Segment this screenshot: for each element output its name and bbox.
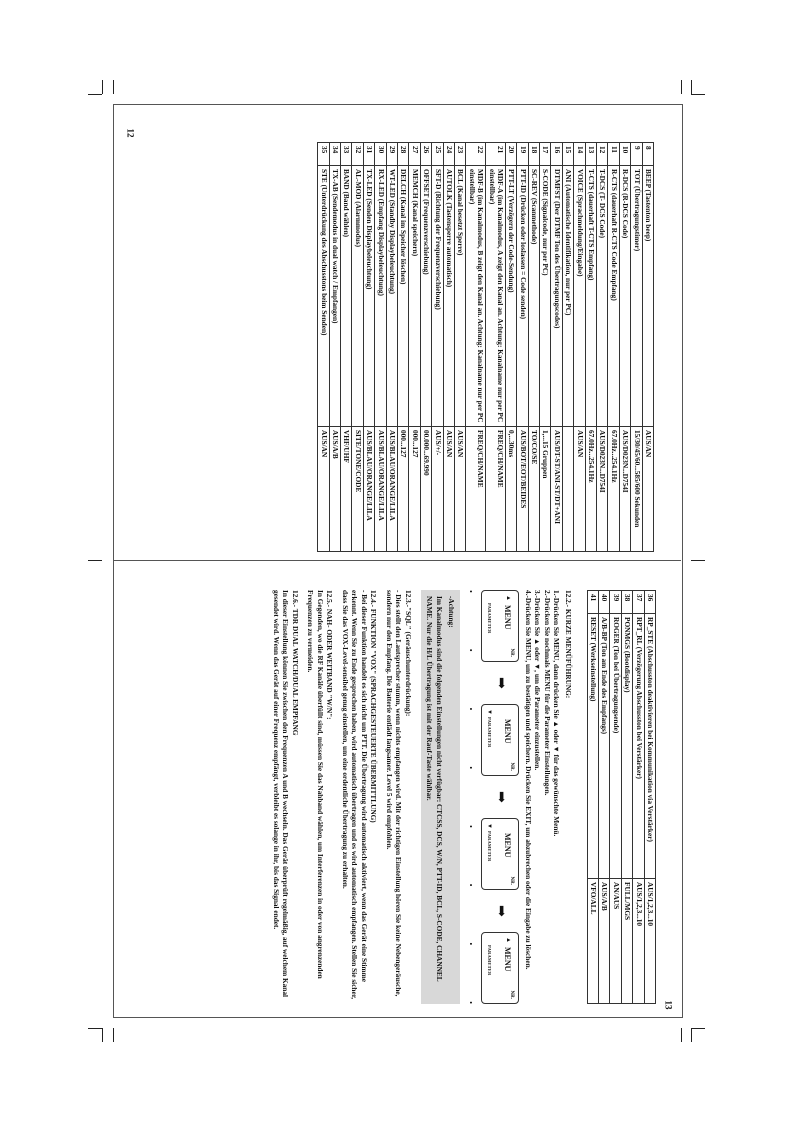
section-menu (523, 590, 572, 1004)
row-value: AUS/BOT/EOT/BEIDES (517, 427, 528, 552)
row-value: AN/AUS (610, 879, 621, 1004)
crop-mark (691, 1028, 705, 1029)
row-value: 0,...30ms (505, 427, 516, 552)
row-value: AUS/AN (454, 427, 465, 552)
row-name: AL-MOD (Alarmmodus) (352, 166, 363, 427)
row-number: 25 (432, 143, 443, 166)
nr-label: NR. (509, 990, 515, 999)
row-number: 19 (517, 143, 528, 166)
row-name: PTT-ID (Drücken oder loslassen = Code senden) (517, 166, 528, 427)
button-dots: • • • • • • • • (466, 590, 476, 1004)
row-number: 33 (341, 143, 352, 166)
row-number: 21 (486, 143, 506, 166)
row-value: AUS/A/B (599, 879, 610, 1004)
section-menu-steps: 1.-Drücken Sie MENU, dann drücken Sie ▲ oder ▼ für das gewünschte Menü. 2.-Drücken Sie nochmals MENU für die Parameter Einstellungen. 3.-Drücken Sie ▲ oder ▼, um die Parameter einzustellen. 4.-Drücken Sie MENU, um zu bestätigen und speichern. Drücken Sie EXIT, um abzubrechen oder die Eingabe zu löschen. (523, 590, 562, 970)
table-row (528, 143, 539, 552)
row-value: 000...127 (398, 427, 409, 552)
table-row (432, 143, 443, 552)
row-number: 40 (599, 591, 610, 614)
row-name: VOICE (Sprachmeldung/Eingabe) (574, 166, 585, 427)
table-row (363, 143, 374, 552)
row-name: T-DCS (T- DCS Code) (597, 166, 608, 427)
menu-label: MENU (503, 718, 513, 744)
section-vox (340, 590, 378, 1004)
menu-button-diagram (481, 932, 519, 1004)
row-value: AUS/D023N...D754I (597, 427, 608, 552)
table-row (486, 143, 506, 552)
parameter-table (317, 142, 654, 552)
table-row (341, 143, 352, 552)
row-value: AUS/BLAU/ORANGE/LILA (375, 427, 386, 552)
nr-label: NR. (509, 762, 515, 771)
parameter-label: PARAMETER (487, 603, 493, 634)
table-row (599, 591, 610, 1004)
row-name: TX-LED (Senden Displaybeleuchtung) (363, 166, 374, 427)
row-name: TOT (Übertragungstimer) (631, 166, 642, 427)
row-value: AUS/AN (642, 427, 653, 552)
section-wn-title: 12.5.- NAH- ODER WEITBAND "W/N": (325, 590, 335, 720)
crop-mark (681, 80, 682, 94)
table-row (631, 143, 642, 552)
parameter-label: PARAMETER (487, 716, 493, 748)
row-number: 29 (386, 143, 397, 166)
down-arrow-icon: ▼ (486, 822, 493, 829)
table-row (505, 143, 516, 552)
table-row (642, 143, 653, 552)
row-number: 23 (454, 143, 465, 166)
row-name: R-DCS (R-DCS Code) (619, 166, 630, 427)
crop-mark (691, 80, 692, 94)
row-value: AUS/AN (574, 427, 585, 552)
row-number: 9 (631, 143, 642, 166)
menu-label: MENU (503, 946, 513, 972)
parameter-table-continued (587, 590, 656, 1004)
crop-mark (102, 1028, 103, 1042)
row-number: 27 (409, 143, 420, 166)
row-value: AUS/AN (318, 427, 329, 552)
section-sql-title: 12.3.-"SQL" (Geräuschunterdrückung): (403, 590, 413, 717)
page-13-content (134, 590, 656, 1004)
row-value: AUS/DT-ST/ANI-ST/DT+ANI (551, 427, 562, 552)
crop-mark (691, 94, 705, 95)
row-name: SFT-D (Richtung der Frequenzverschiebung) (432, 166, 443, 427)
row-number: 22 (466, 143, 486, 166)
row-name: DTMFST (Der DTMF Ton des Übertragungscodes) (551, 166, 562, 427)
row-number: 31 (363, 143, 374, 166)
warning-note (421, 590, 460, 1004)
row-value: SITE/TONE/CODE (352, 427, 363, 552)
table-row (409, 143, 420, 552)
page-number-left: 12 (125, 128, 136, 138)
table-row (517, 143, 528, 552)
row-number: 32 (352, 143, 363, 166)
table-row (540, 143, 551, 552)
row-value: AUS/+/- (432, 427, 443, 552)
row-value: AUS/BLAU/ORANGE/LILA (363, 427, 374, 552)
row-value: 1,...15 Gruppen (540, 427, 551, 552)
row-number: 8 (642, 143, 653, 166)
row-value: AUS/1,2,3...10 (644, 879, 655, 1004)
section-tdr-title: 12.6.- TDR DUAL WATCH/DUAL EMPFANG (290, 590, 300, 736)
row-name: RESET (Werkseinstellung) (587, 614, 598, 879)
table-row (551, 143, 562, 552)
menu-label: MENU (503, 832, 513, 858)
row-value: VHF/UHF (341, 427, 352, 552)
row-number: 13 (585, 143, 596, 166)
row-name: A/B-BP (Ton am Ende des Empfangs) (599, 614, 610, 879)
row-name: RX-LED (Empfang Displaybeleuchtung) (375, 166, 386, 427)
menu-label: MENU (503, 605, 513, 630)
arrow-right-icon: ➡ (492, 677, 508, 689)
crop-mark (113, 1028, 114, 1042)
crop-mark (88, 560, 102, 561)
table-row (597, 143, 608, 552)
table-row (375, 143, 386, 552)
table-row (562, 143, 573, 552)
table-row (621, 591, 632, 1004)
section-sql (384, 590, 412, 1004)
crop-mark (88, 1028, 102, 1029)
row-value: AUS/AN (443, 427, 454, 552)
section-wn (306, 590, 334, 1004)
row-number: 24 (443, 143, 454, 166)
row-value: 15/30/45/60...585/600 Sekunden (631, 427, 642, 552)
row-number: 14 (574, 143, 585, 166)
row-value: VFO/ALL (587, 879, 598, 1004)
row-name: BAND (Band wählen) (341, 166, 352, 427)
table-row (454, 143, 465, 552)
parameter-label: PARAMETER (487, 830, 493, 862)
menu-button-diagram (481, 818, 519, 890)
table-row (633, 591, 644, 1004)
row-number: 35 (318, 143, 329, 166)
row-name: MEMCH (Kanal speichern) (409, 166, 420, 427)
down-arrow-icon: ▼ (486, 708, 493, 715)
table-row (443, 143, 454, 552)
row-name: TX-AB (Sendemodus in dual watch / Empfangen) (329, 166, 340, 427)
up-arrow-icon: ▲ (505, 936, 512, 943)
row-number: 12 (597, 143, 608, 166)
crop-mark (691, 560, 705, 561)
crop-mark (102, 80, 103, 94)
menu-button-diagram (481, 590, 519, 662)
table-row (398, 143, 409, 552)
row-name: S-CODE (Signalcode, nur per PC) (540, 166, 551, 427)
row-name: R-CTS (dauerhaft R-CTS Code Empfang) (608, 166, 619, 427)
row-name: MDF-B (im Kanalmodus, B zeigt den Kanal an. Achtung: Kanalname nur per PC einstellbar) (466, 166, 486, 427)
row-name: T-CTS (dauerhaft T-CTS Empfang) (585, 166, 596, 427)
row-name: RP_STE (Abschusston deaktivieren bei Kommunikation via Verstärker) (644, 614, 655, 879)
row-name: AUTOLK (Tastensperre automatisch) (443, 166, 454, 427)
row-value: AUS/A/B (329, 427, 340, 552)
table-row (619, 143, 630, 552)
row-value: 67.0Hz...254.1Hz (585, 427, 596, 552)
crop-mark (691, 1028, 692, 1042)
nr-label: NR. (509, 876, 515, 885)
warning-note-text: Im Kanalmodus sind die folgenden Einstellungen nicht verfügbar: CTCSS, DCS, W/N, PTT-ID, BCL, S-CODE, CHANNEL NAME. Nur die H/L Übertragung ist mit der Rauf-Taste wählbar. (425, 596, 444, 982)
nr-label: NR. (509, 648, 515, 657)
row-value (562, 427, 573, 552)
crop-mark (88, 94, 102, 95)
menu-button-diagram (481, 704, 519, 776)
arrow-right-icon: ➡ (492, 905, 508, 917)
table-row (466, 143, 486, 552)
row-number: 37 (633, 591, 644, 614)
row-number: 16 (551, 143, 562, 166)
row-name: MDF-A (im Kanalmodus, A zeigt den Kanal an. Achtung: Kanalname nur per PC einstellbar) (486, 166, 506, 427)
row-name: PTT-LT (Verzögern der Code-Sendung) (505, 166, 516, 427)
row-value: 67.0Hz...254.1Hz (608, 427, 619, 552)
section-menu-title: 12.2.- KURZE MENÜFÜHRUNG: (563, 590, 573, 699)
up-arrow-icon: ▲ (505, 595, 512, 601)
table-row (585, 143, 596, 552)
section-wn-text: In Gegenden, wo die RF Kanäle überfüllt sind, müssen Sie das Nahband wählen, um Interferenzen in oder von angrenzenden Frequenzen zu vermeiden. (306, 590, 325, 979)
row-value: AUS/1,2,3...10 (633, 879, 644, 1004)
table-row (608, 143, 619, 552)
table-row (574, 143, 585, 552)
crop-mark (681, 1028, 682, 1042)
section-vox-title: 12.4.- FUNKTION "VOX" (SPRACHGESTEUERTE ÜBERMITTLUNG) (369, 590, 379, 823)
table-row (329, 143, 340, 552)
table-row (420, 143, 431, 552)
row-name: STE (Unterdrückung des Abschusstons beim Senden) (318, 166, 329, 427)
table-row (386, 143, 397, 552)
arrow-right-icon: ➡ (492, 791, 508, 803)
page-divider (113, 560, 681, 561)
row-value: TO/CO/SE (528, 427, 539, 552)
row-value: FULL/MGS (621, 879, 632, 1004)
row-number: 11 (608, 143, 619, 166)
row-name: BEEP (Tastenton beep) (642, 166, 653, 427)
row-name: WT-LED (Standby Displaybeleuchtung) (386, 166, 397, 427)
row-name: SC-REV (Scanmethode) (528, 166, 539, 427)
row-number: 36 (644, 591, 655, 614)
section-vox-text: - Bei dieser Funktion handelt es sich nicht um PTT. Die Übertragung wird automatisch aktiviert, wenn das Gerät eine Stimme erkennt. Wenn Sie zu Ende gesprochen haben, wird automatisch übertragen und es wird automatisch empfangen. Stellen Sie sicher, dass Sie das VOX-Level-sensibel genug einstellen, um eine ordentliche Übertragung zu erhalten. (340, 590, 369, 1000)
parameter-label: PARAMETER (487, 944, 493, 976)
crop-mark (113, 80, 114, 94)
table-row (587, 591, 598, 1004)
row-value: AUS/D023N...D754I (619, 427, 630, 552)
warning-note-title: -Achtung: (447, 596, 457, 628)
row-value: FREQ/CH/NAME (466, 427, 486, 552)
row-value: 000...127 (409, 427, 420, 552)
row-name: ROGER (Ton bei Übertragungsende) (610, 614, 621, 879)
row-number: 20 (505, 143, 516, 166)
section-tdr-text: In dieser Einstellung können Sie zwischen den Frequenzen A und B wechseln. Das Gerät überprüft regelmäßig, auf welchem Kanal gesendet wird. Wenn das Gerät auf einer Frequenz empfängt, verbleibt es solange in ihr, bis das Signal endet. (271, 590, 291, 998)
row-value: 00.000...69.990 (420, 427, 431, 552)
row-name: PONMGS (Bootdisplay) (621, 614, 632, 879)
row-value: FREQ/CH/NAME (486, 427, 506, 552)
table-row (610, 591, 621, 1004)
section-sql-text: - Dies stellt den Lautsprecher stumm, wenn nichts empfangen wird. Mit der richtigen Einstellung hören Sie keine Nebengeräusche, sondern nur den Empfang. Die Batterie entlädt langsamer. Level 5 wird empfohlen. (384, 590, 404, 997)
row-name: RPT_RL (Verzögerung Abschusston bei Verstärker) (633, 614, 644, 879)
page-number-right: 13 (663, 1000, 674, 1010)
row-number: 30 (375, 143, 386, 166)
row-number: 10 (619, 143, 630, 166)
row-name: BCL (Kanal besetzt Sperre) (454, 166, 465, 427)
row-number: 41 (587, 591, 598, 614)
row-number: 15 (562, 143, 573, 166)
row-value: AUS/BLAU/ORANGE/LILA (386, 427, 397, 552)
row-name: DELCH (Kanal im Speicher löschen) (398, 166, 409, 427)
table-row (644, 591, 655, 1004)
row-number: 38 (621, 591, 632, 614)
row-number: 17 (540, 143, 551, 166)
table-row (318, 143, 329, 552)
row-number: 18 (528, 143, 539, 166)
row-name: ANI (Automatische Identifikation, nur per PC) (562, 166, 573, 427)
row-number: 28 (398, 143, 409, 166)
row-number: 39 (610, 591, 621, 614)
row-number: 34 (329, 143, 340, 166)
page-12-content (132, 142, 654, 552)
table-row (352, 143, 363, 552)
section-tdr (271, 590, 299, 1004)
button-sequence (481, 590, 519, 1004)
row-number: 26 (420, 143, 431, 166)
row-name: OFFSET (Frequenzverschiebung) (420, 166, 431, 427)
